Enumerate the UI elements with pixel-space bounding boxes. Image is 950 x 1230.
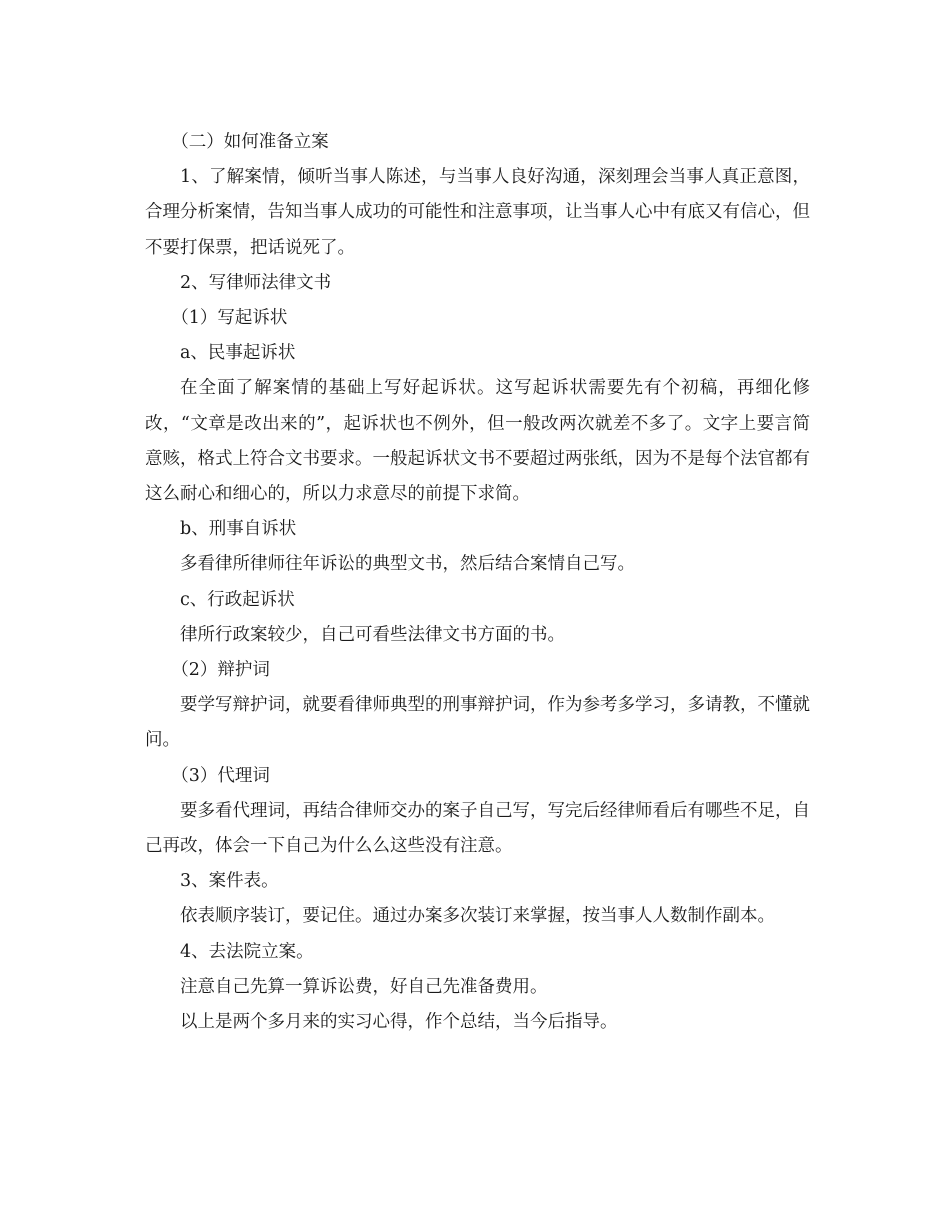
- paragraph: 要学写辩护词，就要看律师典型的刑事辩护词，作为参考多学习，多请教，不懂就问。: [145, 695, 810, 751]
- list-item-heading: 2、写律师法律文书: [180, 272, 332, 293]
- subitem-heading: b、刑事自诉状: [180, 519, 297, 540]
- subsection-heading: （3）代理词: [171, 765, 270, 786]
- paragraph: 1、了解案情，倾听当事人陈述，与当事人良好沟通，深刻理会当事人真正意图，合理分析案情，告知当事人成功的可能性和注意事项，让当事人心中有底又有信心，但不要打保票，把话说死了。: [145, 167, 810, 258]
- paragraph: 律所行政案较少，自己可看些法律文书方面的书。: [180, 624, 565, 645]
- paragraph: 依表顺序装订，要记住。通过办案多次装订来掌握，按当事人人数制作副本。: [180, 906, 775, 927]
- subitem-heading: c、行政起诉状: [180, 589, 295, 610]
- subsection-heading: （2）辩护词: [171, 660, 270, 681]
- section-heading: （二）如何准备立案: [171, 132, 329, 152]
- list-item-heading: 3、案件表。: [180, 871, 279, 892]
- conclusion-paragraph: 以上是两个多月来的实习心得，作个总结，当今后指导。: [180, 1012, 618, 1033]
- subsection-heading: （1）写起诉状: [171, 308, 288, 329]
- paragraph: 注意自己先算一算诉讼费，好自己先准备费用。: [180, 976, 548, 997]
- document-body: [145, 125, 810, 1040]
- paragraph: 在全面了解案情的基础上写好起诉状。这写起诉状需要先有个初稿，再细化修改，“文章是改出来的”，起诉状也不例外，但一般改两次就差不多了。文字上要言简意赅，格式上符合文书要求。一般起诉状文书不要超过两张纸，因为不是每个法官都有这么耐心和细心的，所以力求意尽的前提下求简。: [145, 378, 810, 505]
- paragraph: 多看律所律师往年诉讼的典型文书，然后结合案情自己写。: [180, 554, 635, 575]
- list-item-heading: 4、去法院立案。: [180, 941, 314, 962]
- paragraph: 要多看代理词，再结合律师交办的案子自己写，写完后经律师看后有哪些不足，自己再改，体会一下自己为什么么这些没有注意。: [145, 800, 810, 857]
- subitem-heading: a、民事起诉状: [180, 343, 296, 364]
